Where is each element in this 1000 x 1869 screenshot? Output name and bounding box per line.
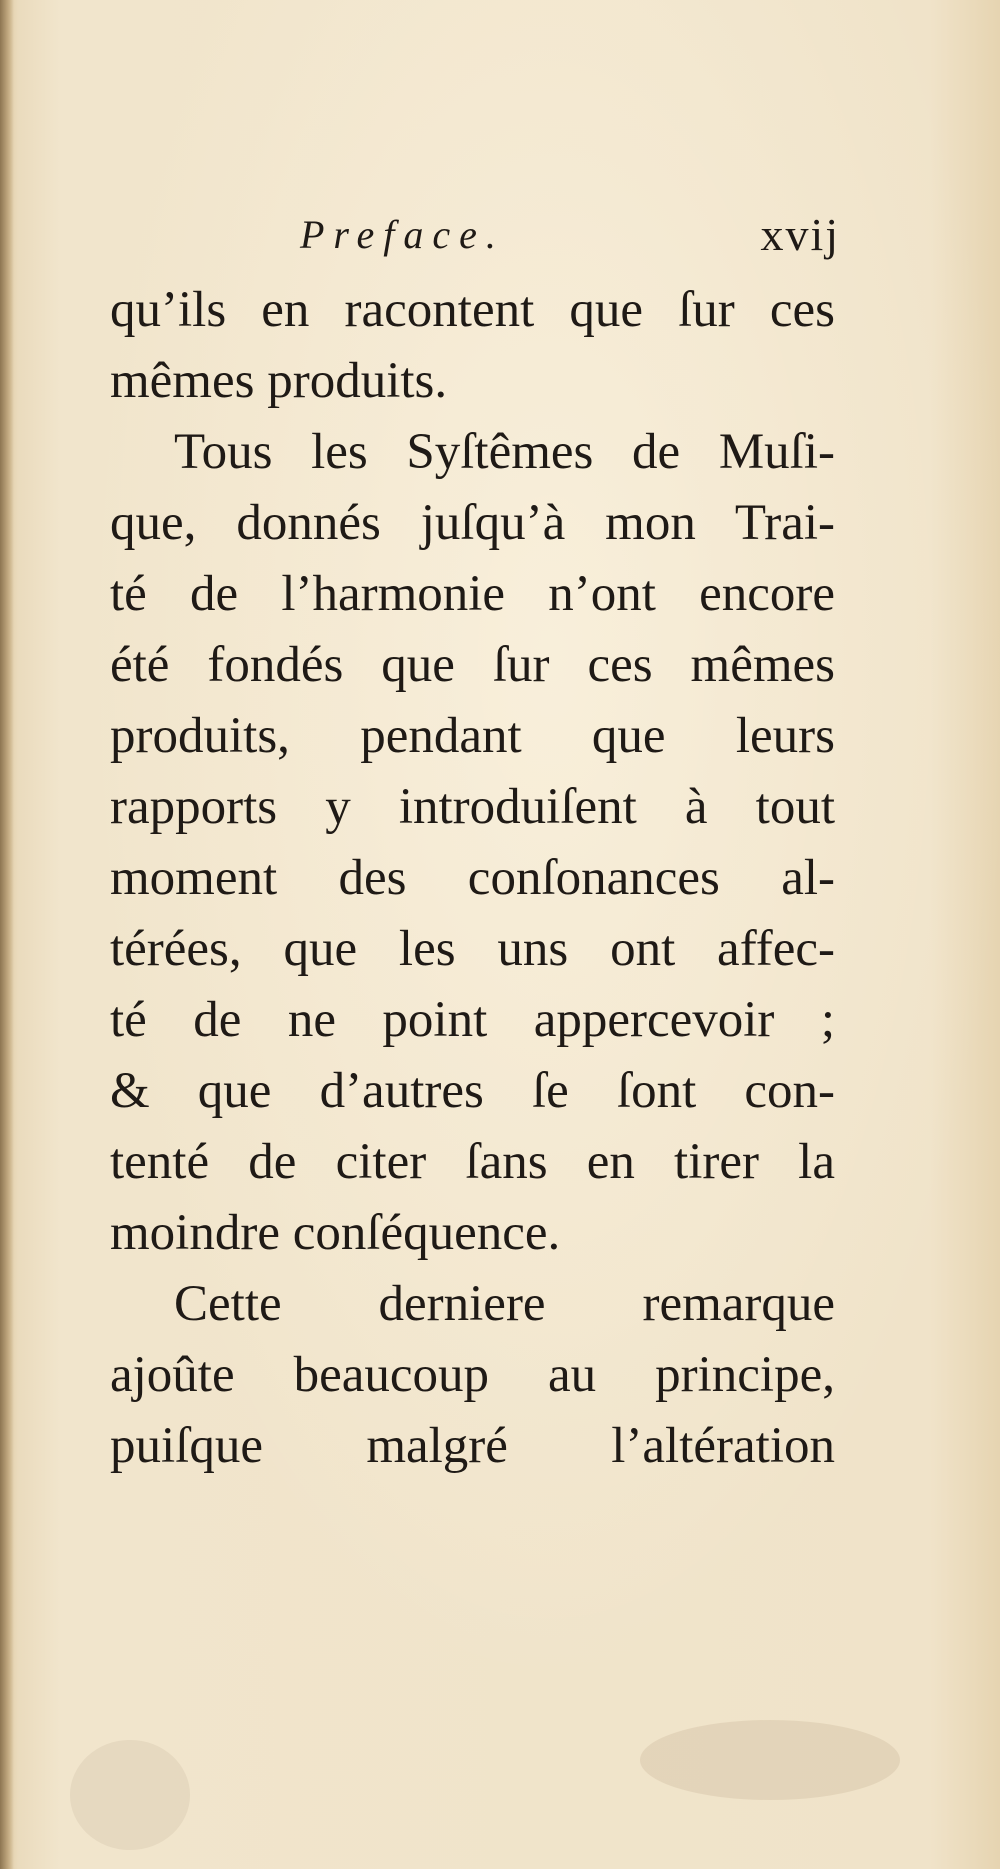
- body-text: [110, 275, 835, 1482]
- text-line: été fondés que ſur ces mêmes: [110, 637, 835, 693]
- text-line: moment des conſonances al-: [110, 850, 835, 906]
- page-number: xvij: [760, 209, 840, 260]
- text-line: Tous les Syſtêmes de Muſi-: [174, 424, 835, 480]
- text-line: ajoûte beaucoup au principe,: [110, 1347, 835, 1403]
- page-binding-edge: [0, 0, 14, 1869]
- text-line: térées, que les uns ont affec-: [110, 921, 835, 977]
- text-line: Cette derniere remarque: [174, 1276, 835, 1332]
- text-line: puiſque malgré l’altération: [110, 1418, 835, 1474]
- text-line: tenté de citer ſans en tirer la: [110, 1134, 835, 1190]
- running-head: [300, 205, 840, 265]
- text-line: mêmes produits.: [110, 353, 448, 409]
- text-line: que, donnés juſqu’à mon Trai-: [110, 495, 835, 551]
- text-line: moindre conſéquence.: [110, 1205, 561, 1261]
- text-line: qu’ils en racontent que ſur ces: [110, 282, 835, 338]
- text-line: té de l’harmonie n’ont encore: [110, 566, 835, 622]
- paper-stain: [640, 1720, 900, 1800]
- text-line: té de ne point appercevoir ;: [110, 992, 835, 1048]
- text-line: rapports y introduiſent à tout: [110, 779, 835, 835]
- text-line: produits, pendant que leurs: [110, 708, 835, 764]
- text-line: & que d’autres ſe ſont con-: [110, 1063, 835, 1119]
- paper-stain: [70, 1740, 190, 1850]
- running-head-title: Preface.: [300, 212, 505, 257]
